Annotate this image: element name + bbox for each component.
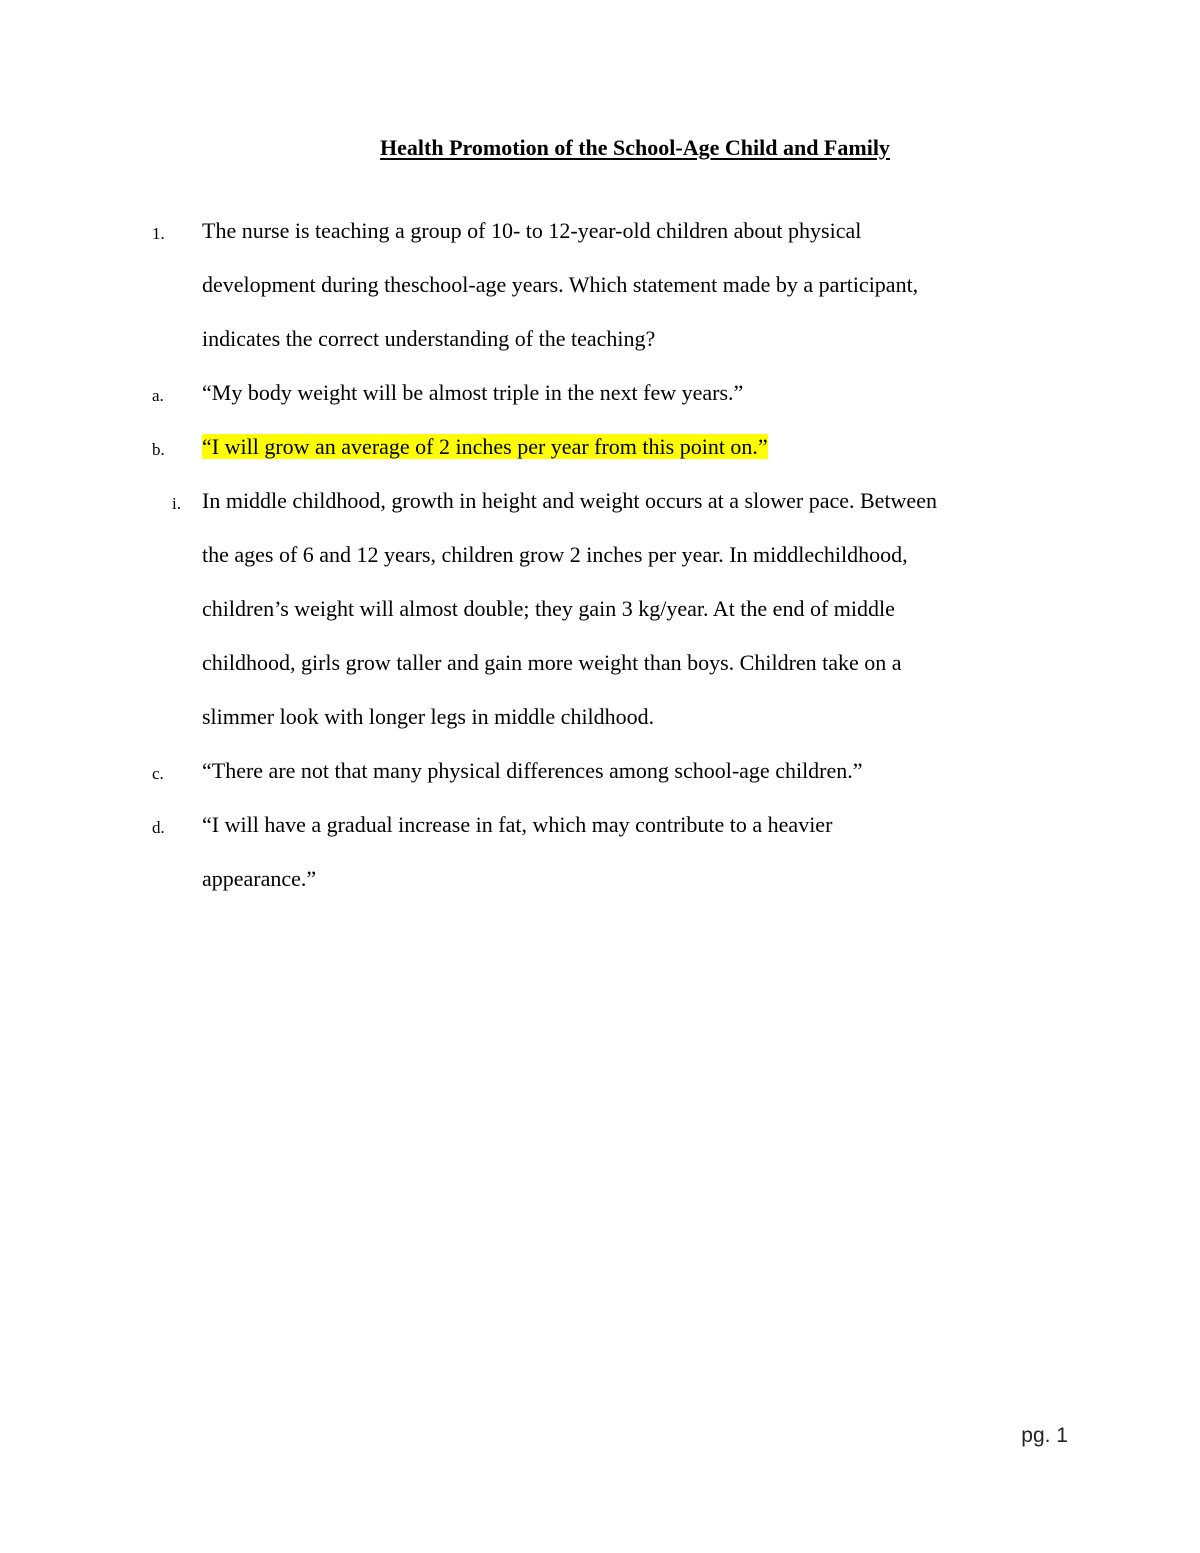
rationale-line: childhood, girls grow taller and gain more weight than boys. Children take on a: [202, 650, 902, 675]
question-text: [202, 204, 1082, 366]
document-title: Health Promotion of the School-Age Child and Family: [380, 135, 890, 160]
option-text: appearance.”: [202, 866, 317, 891]
rationale-line: In middle childhood, growth in height and weight occurs at a slower pace. Between: [202, 488, 937, 513]
option-text: “I will have a gradual increase in fat, which may contribute to a heavier: [202, 812, 833, 837]
option-text: “My body weight will be almost triple in the next few years.”: [202, 380, 744, 405]
question-line: The nurse is teaching a group of 10- to 12-year-old children about physical: [202, 218, 862, 243]
rationale-line: the ages of 6 and 12 years, children grow 2 inches per year. In middlechildhood,: [202, 542, 908, 567]
question-line: development during theschool-age years. Which statement made by a participant,: [202, 272, 919, 297]
option-text-highlighted: “I will grow an average of 2 inches per year from this point on.”: [202, 434, 768, 459]
page-number: pg. 1: [1021, 1424, 1068, 1447]
option-marker: a.: [152, 386, 164, 405]
option-marker: b.: [152, 440, 165, 459]
option-marker: d.: [152, 818, 165, 837]
option-marker: c.: [152, 764, 164, 783]
option-text: “There are not that many physical differences among school-age children.”: [202, 758, 863, 783]
rationale-line: slimmer look with longer legs in middle childhood.: [202, 704, 655, 729]
rationale-line: children’s weight will almost double; they gain 3 kg/year. At the end of middle: [202, 596, 895, 621]
question-number: 1.: [152, 224, 165, 243]
rationale-marker: i.: [172, 494, 181, 513]
question-line: indicates the correct understanding of the teaching?: [202, 326, 656, 351]
rationale-text: [202, 474, 1082, 744]
